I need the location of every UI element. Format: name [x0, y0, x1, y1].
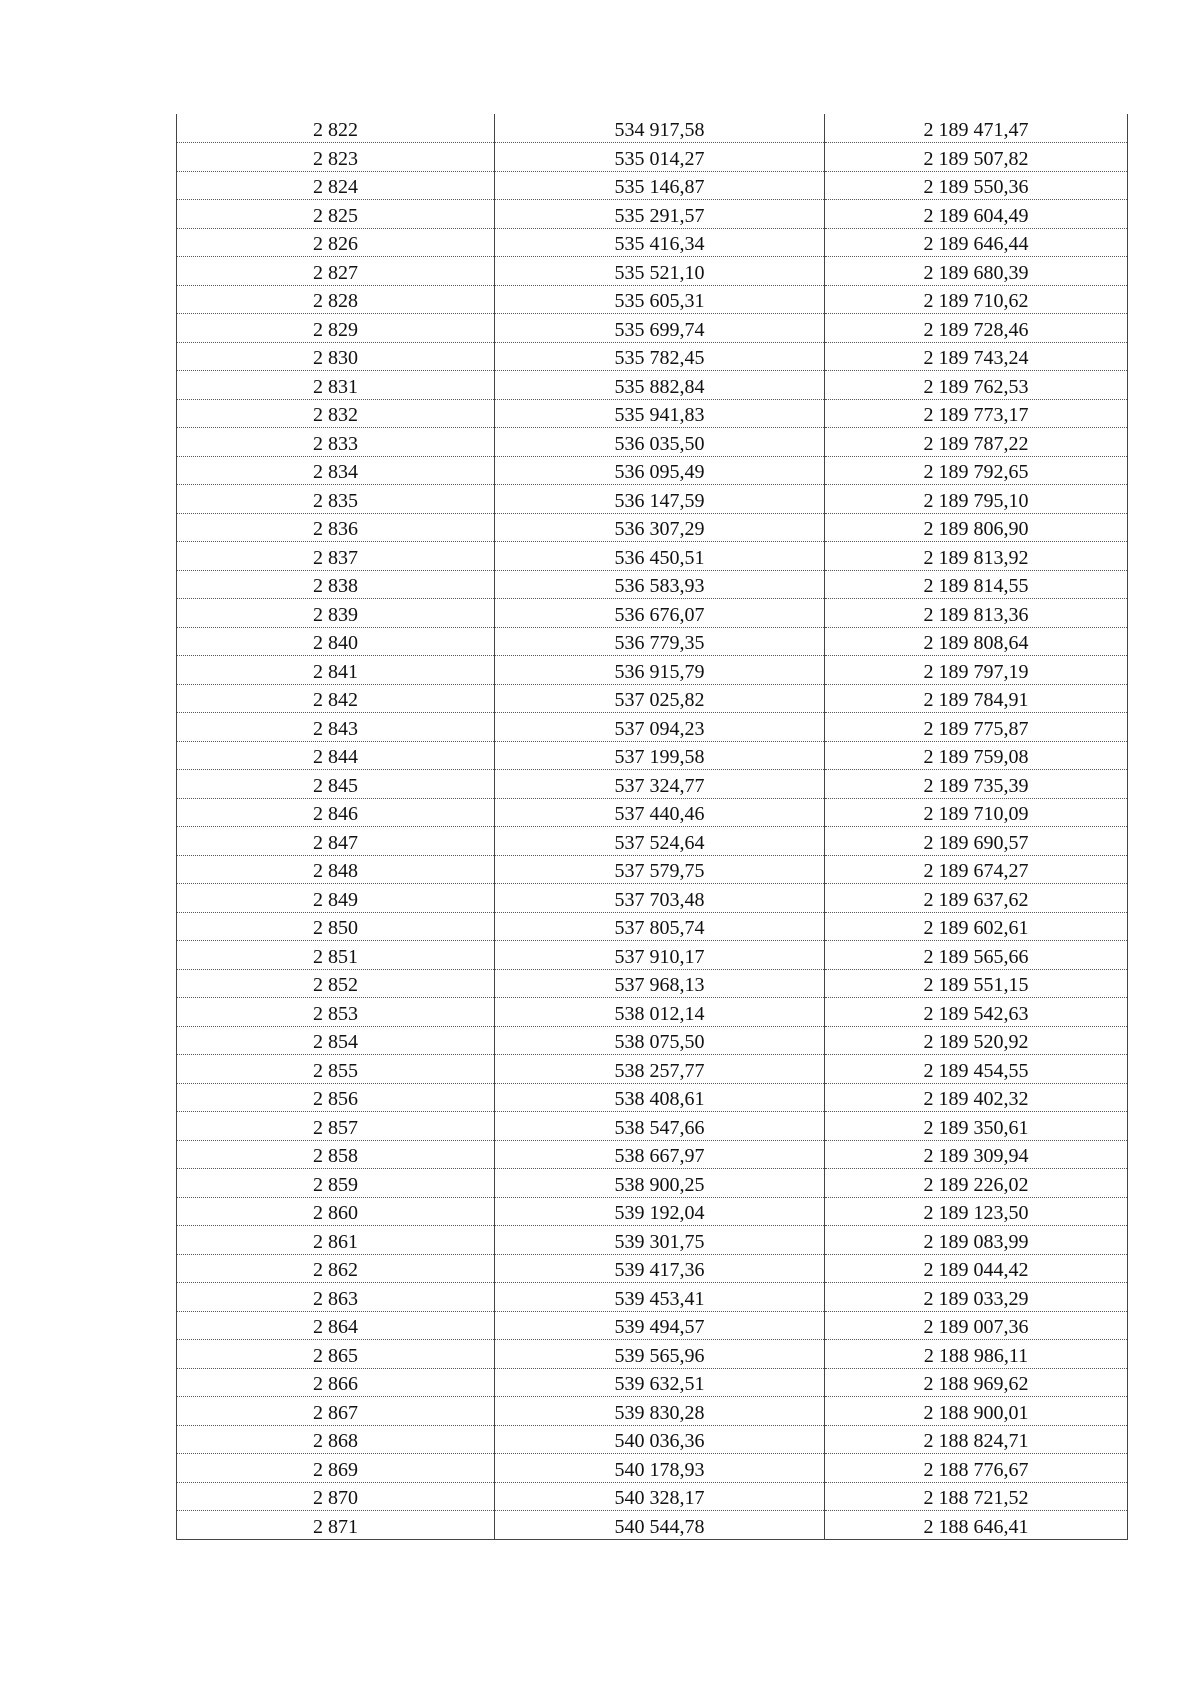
table-row: [177, 941, 1128, 970]
x-coordinate-cell: 537 094,23: [495, 713, 825, 742]
point-number-cell: 2 836: [177, 513, 495, 542]
table-row: [177, 969, 1128, 998]
table-row: [177, 342, 1128, 371]
y-coordinate-cell: 2 189 759,08: [825, 741, 1128, 770]
x-coordinate-cell: 538 547,66: [495, 1112, 825, 1141]
table-row: [177, 314, 1128, 343]
point-number-cell: 2 835: [177, 485, 495, 514]
y-coordinate-cell: 2 189 808,64: [825, 627, 1128, 656]
table-row: [177, 713, 1128, 742]
x-coordinate-cell: 537 199,58: [495, 741, 825, 770]
y-coordinate-cell: 2 189 646,44: [825, 228, 1128, 257]
y-coordinate-cell: 2 189 787,22: [825, 428, 1128, 457]
y-coordinate-cell: 2 189 083,99: [825, 1226, 1128, 1255]
y-coordinate-cell: 2 188 646,41: [825, 1511, 1128, 1540]
x-coordinate-cell: 539 301,75: [495, 1226, 825, 1255]
y-coordinate-cell: 2 189 226,02: [825, 1169, 1128, 1198]
x-coordinate-cell: 537 968,13: [495, 969, 825, 998]
point-number-cell: 2 833: [177, 428, 495, 457]
table-row: [177, 1368, 1128, 1397]
x-coordinate-cell: 537 025,82: [495, 684, 825, 713]
y-coordinate-cell: 2 189 690,57: [825, 827, 1128, 856]
y-coordinate-cell: 2 189 797,19: [825, 656, 1128, 685]
point-number-cell: 2 854: [177, 1026, 495, 1055]
table-row: [177, 485, 1128, 514]
table-row: [177, 200, 1128, 229]
y-coordinate-cell: 2 189 710,09: [825, 798, 1128, 827]
table-row: [177, 912, 1128, 941]
y-coordinate-cell: 2 189 033,29: [825, 1283, 1128, 1312]
table-row: [177, 627, 1128, 656]
x-coordinate-cell: 540 544,78: [495, 1511, 825, 1540]
point-number-cell: 2 826: [177, 228, 495, 257]
point-number-cell: 2 852: [177, 969, 495, 998]
point-number-cell: 2 863: [177, 1283, 495, 1312]
x-coordinate-cell: 539 830,28: [495, 1397, 825, 1426]
y-coordinate-cell: 2 189 792,65: [825, 456, 1128, 485]
table-row: [177, 257, 1128, 286]
x-coordinate-cell: 540 178,93: [495, 1454, 825, 1483]
x-coordinate-cell: 536 915,79: [495, 656, 825, 685]
table-row: [177, 684, 1128, 713]
table-row: [177, 1454, 1128, 1483]
y-coordinate-cell: 2 189 728,46: [825, 314, 1128, 343]
table-row: [177, 1397, 1128, 1426]
point-number-cell: 2 823: [177, 143, 495, 172]
point-number-cell: 2 839: [177, 599, 495, 628]
point-number-cell: 2 860: [177, 1197, 495, 1226]
table-row: [177, 741, 1128, 770]
x-coordinate-cell: 537 524,64: [495, 827, 825, 856]
x-coordinate-cell: 535 882,84: [495, 371, 825, 400]
point-number-cell: 2 843: [177, 713, 495, 742]
point-number-cell: 2 858: [177, 1140, 495, 1169]
y-coordinate-cell: 2 189 773,17: [825, 399, 1128, 428]
x-coordinate-cell: 539 494,57: [495, 1311, 825, 1340]
x-coordinate-cell: 539 565,96: [495, 1340, 825, 1369]
coordinates-table: [176, 114, 1128, 1540]
point-number-cell: 2 840: [177, 627, 495, 656]
x-coordinate-cell: 535 014,27: [495, 143, 825, 172]
x-coordinate-cell: 538 257,77: [495, 1055, 825, 1084]
table-row: [177, 1340, 1128, 1369]
y-coordinate-cell: 2 189 551,15: [825, 969, 1128, 998]
x-coordinate-cell: 537 703,48: [495, 884, 825, 913]
x-coordinate-cell: 537 910,17: [495, 941, 825, 970]
x-coordinate-cell: 537 805,74: [495, 912, 825, 941]
coordinates-table-body: [177, 114, 1128, 1539]
point-number-cell: 2 831: [177, 371, 495, 400]
y-coordinate-cell: 2 188 776,67: [825, 1454, 1128, 1483]
point-number-cell: 2 855: [177, 1055, 495, 1084]
table-row: [177, 542, 1128, 571]
x-coordinate-cell: 536 583,93: [495, 570, 825, 599]
point-number-cell: 2 841: [177, 656, 495, 685]
y-coordinate-cell: 2 189 604,49: [825, 200, 1128, 229]
table-row: [177, 114, 1128, 143]
y-coordinate-cell: 2 189 471,47: [825, 114, 1128, 143]
y-coordinate-cell: 2 189 795,10: [825, 485, 1128, 514]
x-coordinate-cell: 536 095,49: [495, 456, 825, 485]
point-number-cell: 2 837: [177, 542, 495, 571]
table-row: [177, 1083, 1128, 1112]
table-row: [177, 399, 1128, 428]
x-coordinate-cell: 537 579,75: [495, 855, 825, 884]
table-row: [177, 1311, 1128, 1340]
x-coordinate-cell: 540 328,17: [495, 1482, 825, 1511]
table-row: [177, 1140, 1128, 1169]
y-coordinate-cell: 2 189 123,50: [825, 1197, 1128, 1226]
y-coordinate-cell: 2 189 637,62: [825, 884, 1128, 913]
table-row: [177, 1197, 1128, 1226]
table-row: [177, 371, 1128, 400]
table-row: [177, 428, 1128, 457]
point-number-cell: 2 869: [177, 1454, 495, 1483]
table-row: [177, 998, 1128, 1027]
point-number-cell: 2 847: [177, 827, 495, 856]
table-row: [177, 1511, 1128, 1540]
y-coordinate-cell: 2 189 044,42: [825, 1254, 1128, 1283]
x-coordinate-cell: 536 147,59: [495, 485, 825, 514]
x-coordinate-cell: 536 676,07: [495, 599, 825, 628]
table-row: [177, 513, 1128, 542]
point-number-cell: 2 868: [177, 1425, 495, 1454]
point-number-cell: 2 825: [177, 200, 495, 229]
y-coordinate-cell: 2 189 674,27: [825, 855, 1128, 884]
point-number-cell: 2 845: [177, 770, 495, 799]
table-row: [177, 798, 1128, 827]
table-row: [177, 1055, 1128, 1084]
table-row: [177, 656, 1128, 685]
x-coordinate-cell: 539 192,04: [495, 1197, 825, 1226]
x-coordinate-cell: 536 035,50: [495, 428, 825, 457]
point-number-cell: 2 865: [177, 1340, 495, 1369]
table-row: [177, 285, 1128, 314]
point-number-cell: 2 848: [177, 855, 495, 884]
table-row: [177, 1112, 1128, 1141]
y-coordinate-cell: 2 189 507,82: [825, 143, 1128, 172]
point-number-cell: 2 864: [177, 1311, 495, 1340]
point-number-cell: 2 828: [177, 285, 495, 314]
x-coordinate-cell: 537 324,77: [495, 770, 825, 799]
y-coordinate-cell: 2 189 743,24: [825, 342, 1128, 371]
point-number-cell: 2 862: [177, 1254, 495, 1283]
x-coordinate-cell: 535 941,83: [495, 399, 825, 428]
y-coordinate-cell: 2 188 900,01: [825, 1397, 1128, 1426]
x-coordinate-cell: 535 605,31: [495, 285, 825, 314]
table-row: [177, 770, 1128, 799]
y-coordinate-cell: 2 188 721,52: [825, 1482, 1128, 1511]
x-coordinate-cell: 535 416,34: [495, 228, 825, 257]
table-row: [177, 1482, 1128, 1511]
x-coordinate-cell: 535 291,57: [495, 200, 825, 229]
point-number-cell: 2 824: [177, 171, 495, 200]
y-coordinate-cell: 2 188 986,11: [825, 1340, 1128, 1369]
point-number-cell: 2 832: [177, 399, 495, 428]
table-row: [177, 1226, 1128, 1255]
point-number-cell: 2 857: [177, 1112, 495, 1141]
y-coordinate-cell: 2 189 762,53: [825, 371, 1128, 400]
x-coordinate-cell: 538 900,25: [495, 1169, 825, 1198]
y-coordinate-cell: 2 189 565,66: [825, 941, 1128, 970]
point-number-cell: 2 844: [177, 741, 495, 770]
y-coordinate-cell: 2 189 784,91: [825, 684, 1128, 713]
y-coordinate-cell: 2 189 007,36: [825, 1311, 1128, 1340]
y-coordinate-cell: 2 189 710,62: [825, 285, 1128, 314]
point-number-cell: 2 856: [177, 1083, 495, 1112]
y-coordinate-cell: 2 189 402,32: [825, 1083, 1128, 1112]
x-coordinate-cell: 539 632,51: [495, 1368, 825, 1397]
table-row: [177, 456, 1128, 485]
table-row: [177, 228, 1128, 257]
table-row: [177, 143, 1128, 172]
y-coordinate-cell: 2 188 969,62: [825, 1368, 1128, 1397]
point-number-cell: 2 846: [177, 798, 495, 827]
x-coordinate-cell: 538 667,97: [495, 1140, 825, 1169]
point-number-cell: 2 851: [177, 941, 495, 970]
point-number-cell: 2 849: [177, 884, 495, 913]
x-coordinate-cell: 536 779,35: [495, 627, 825, 656]
x-coordinate-cell: 537 440,46: [495, 798, 825, 827]
table-row: [177, 1283, 1128, 1312]
table-row: [177, 827, 1128, 856]
table-row: [177, 1026, 1128, 1055]
x-coordinate-cell: 535 521,10: [495, 257, 825, 286]
y-coordinate-cell: 2 189 550,36: [825, 171, 1128, 200]
x-coordinate-cell: 535 782,45: [495, 342, 825, 371]
x-coordinate-cell: 540 036,36: [495, 1425, 825, 1454]
x-coordinate-cell: 534 917,58: [495, 114, 825, 143]
x-coordinate-cell: 539 417,36: [495, 1254, 825, 1283]
point-number-cell: 2 827: [177, 257, 495, 286]
point-number-cell: 2 834: [177, 456, 495, 485]
y-coordinate-cell: 2 189 735,39: [825, 770, 1128, 799]
y-coordinate-cell: 2 189 813,36: [825, 599, 1128, 628]
table-row: [177, 171, 1128, 200]
x-coordinate-cell: 538 408,61: [495, 1083, 825, 1112]
table-row: [177, 884, 1128, 913]
y-coordinate-cell: 2 189 520,92: [825, 1026, 1128, 1055]
point-number-cell: 2 861: [177, 1226, 495, 1255]
x-coordinate-cell: 536 450,51: [495, 542, 825, 571]
x-coordinate-cell: 535 146,87: [495, 171, 825, 200]
point-number-cell: 2 829: [177, 314, 495, 343]
table-row: [177, 1254, 1128, 1283]
y-coordinate-cell: 2 189 309,94: [825, 1140, 1128, 1169]
point-number-cell: 2 867: [177, 1397, 495, 1426]
point-number-cell: 2 853: [177, 998, 495, 1027]
point-number-cell: 2 871: [177, 1511, 495, 1540]
table-row: [177, 855, 1128, 884]
y-coordinate-cell: 2 189 814,55: [825, 570, 1128, 599]
point-number-cell: 2 870: [177, 1482, 495, 1511]
y-coordinate-cell: 2 189 542,63: [825, 998, 1128, 1027]
point-number-cell: 2 838: [177, 570, 495, 599]
point-number-cell: 2 822: [177, 114, 495, 143]
y-coordinate-cell: 2 189 602,61: [825, 912, 1128, 941]
y-coordinate-cell: 2 189 350,61: [825, 1112, 1128, 1141]
point-number-cell: 2 842: [177, 684, 495, 713]
table-row: [177, 1425, 1128, 1454]
table-row: [177, 1169, 1128, 1198]
x-coordinate-cell: 535 699,74: [495, 314, 825, 343]
y-coordinate-cell: 2 189 454,55: [825, 1055, 1128, 1084]
point-number-cell: 2 859: [177, 1169, 495, 1198]
x-coordinate-cell: 538 012,14: [495, 998, 825, 1027]
y-coordinate-cell: 2 189 813,92: [825, 542, 1128, 571]
x-coordinate-cell: 538 075,50: [495, 1026, 825, 1055]
x-coordinate-cell: 539 453,41: [495, 1283, 825, 1312]
y-coordinate-cell: 2 189 806,90: [825, 513, 1128, 542]
table-row: [177, 570, 1128, 599]
y-coordinate-cell: 2 189 775,87: [825, 713, 1128, 742]
point-number-cell: 2 866: [177, 1368, 495, 1397]
point-number-cell: 2 850: [177, 912, 495, 941]
y-coordinate-cell: 2 189 680,39: [825, 257, 1128, 286]
point-number-cell: 2 830: [177, 342, 495, 371]
y-coordinate-cell: 2 188 824,71: [825, 1425, 1128, 1454]
table-row: [177, 599, 1128, 628]
x-coordinate-cell: 536 307,29: [495, 513, 825, 542]
